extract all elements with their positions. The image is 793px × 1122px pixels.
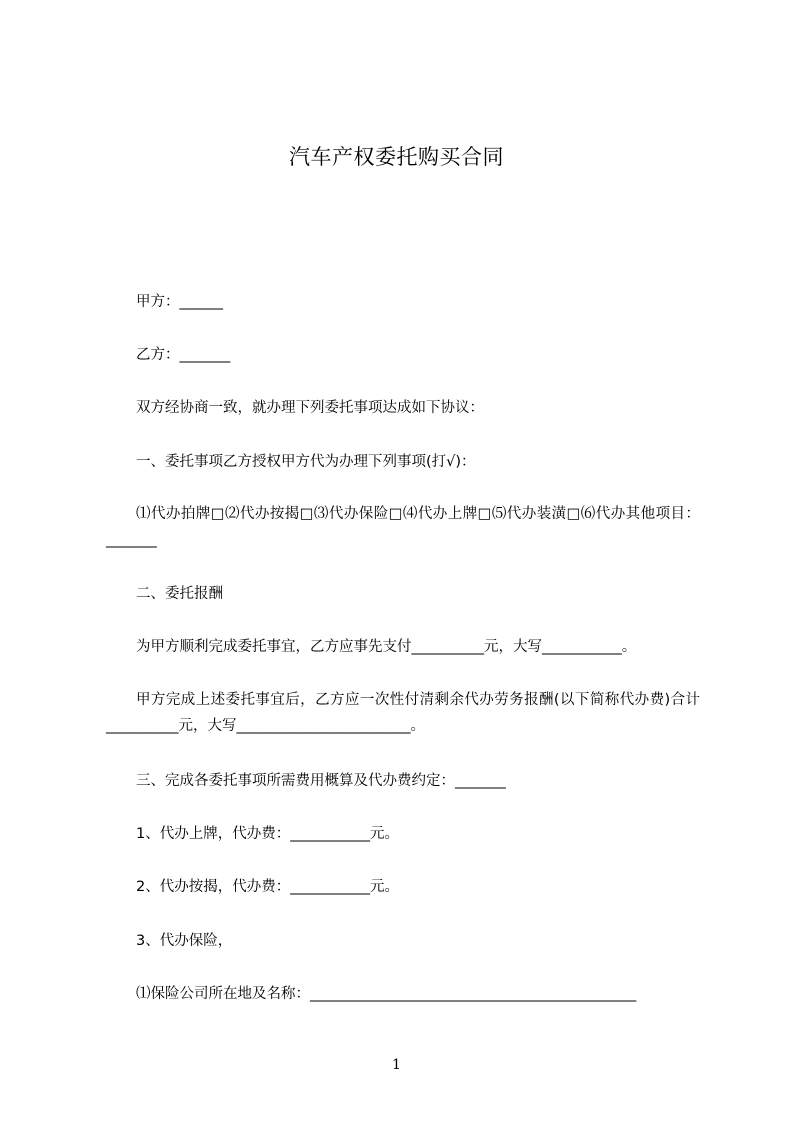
document-title: 汽车产权委托购买合同 [289,145,504,169]
party-b-line: 乙方：_______ [136,347,231,363]
advance-payment-line: 为甲方顺利完成委托事宜，乙方应事先支付__________元，大写___________。 [136,639,637,655]
section-3-heading: 三、完成各委托事项所需费用概算及代办费约定：_______ [136,773,506,789]
section-1-heading: 一、委托事项乙方授权甲方代为办理下列事项(打√)： [136,454,476,470]
remaining-fee-paragraph: 甲方完成上述委托事宜后，乙方应一次性付清剩余代办劳务报酬(以下简称代办费)合计__________元，大写________________________。 [106,692,700,734]
agreement-intro: 双方经协商一致，就办理下列委托事项达成如下协议： [136,400,484,416]
party-a-line: 甲方：______ [136,294,223,310]
insurance-company-line: ⑴保险公司所在地及名称：_____________________________________________ [136,986,637,1002]
fee-item-insurance: 3、代办保险， [136,933,233,949]
page-number: 1 [392,1057,401,1073]
delegated-items-paragraph: ⑴代办拍牌□⑵代办按揭□⑶代办保险□⑷代办上牌□⑸代办装潢□⑹代办其他项目：_______ [106,506,700,548]
fee-item-plates: 1、代办上牌，代办费：___________元。 [136,826,399,842]
section-2-heading: 二、委托报酬 [136,586,223,602]
fee-item-mortgage: 2、代办按揭，代办费：___________元。 [136,879,399,895]
